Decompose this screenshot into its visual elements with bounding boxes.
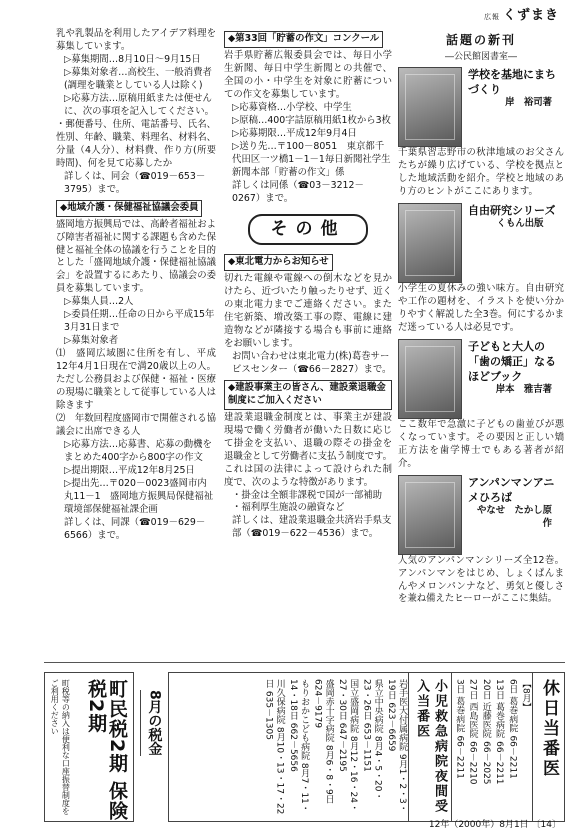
new-books-title: 話題の新刊: [445, 33, 516, 47]
duty-entry: 6日 葛巻病院 66－2211: [507, 679, 518, 779]
col2-line: ・掛金は全額非課税で国が一部補助: [232, 489, 383, 501]
logo-small: 広報: [483, 13, 500, 21]
col1-line: ▷委員任期…任命の日から平成15年3月31日まで: [64, 309, 215, 334]
book-item: [398, 203, 564, 283]
tax-box: [44, 672, 134, 822]
book-desc: 小学生の夏休みの強い味方。自由研究や工作の題材を、イラストを使い分かりやすく解説した全3巻。何にするかまだ迷っている人は必見です。: [398, 282, 564, 333]
col2-line: 詳しくは、建設業退職金共済岩手県支部（☎019－622－4536）まで。: [232, 515, 392, 540]
col1-line: 乳や乳製品を利用したアイデア料理を募集しています。: [56, 28, 216, 52]
col2-line: ▷送り先…〒100－8051 東京都千代田区一ツ橋1－1－1毎日新聞社学生新聞本部「貯蓄の作文」係: [232, 140, 391, 178]
duty-month: 【8月】: [520, 679, 531, 712]
col1-line: 詳しくは、同課（☎019－629－6566）まで。: [64, 516, 206, 541]
book-cover-image: [398, 203, 462, 283]
col1-line: ・郵便番号、住所、電話番号、氏名、性別、年齢、職業、料理名、材料名、分量（4人分）、材料費、作り方(所要時間)、何を見て応募したか: [56, 118, 216, 169]
book-desc: ここ数年で急激に子どもの歯並びが悪くなっています。その要因と正しい矯正方法を歯学博士でもある著者が紹介。: [398, 418, 564, 469]
book-title: 自由研究シリーズ: [468, 203, 556, 217]
col2-line: ▷原稿…400字詰原稿用紙1枚から3枚: [232, 114, 391, 126]
column-3: [398, 28, 564, 606]
duty-entry: 3日 葛巻病院 66－2211: [454, 679, 465, 779]
tax-note: 町税等の納入は便利な口座振替制度をご利用ください: [50, 679, 71, 815]
publication-logo: [484, 7, 559, 25]
col2-heading-2: ◆東北電力からお知らせ: [224, 254, 333, 271]
night-entry: 国立盛岡病院 8月12・16・24・27・30日 647－2195: [336, 679, 359, 812]
duty-title: 休日当番医: [532, 673, 564, 821]
new-books-note: ―公民館図書室―: [444, 51, 517, 62]
col1-line: ▷提出先…〒020－0023盛岡市内丸11－1 盛岡地方振興局保健福祉環境部保健福祉課企画: [64, 477, 214, 515]
col2-line: ・福利厚生施設の融資など: [232, 502, 345, 514]
night-duty-title: 小児救急病院夜間受入当番医: [408, 673, 452, 821]
col1-line: 詳しくは、同会（☎019－653－3795）まで。: [64, 170, 206, 195]
bottom-notices: [44, 672, 565, 830]
book-author: くもん出版: [496, 218, 544, 229]
tax-title: 町民税2期 保険税2期: [85, 679, 128, 821]
logo-name: くずまき: [502, 8, 559, 23]
book-title: 子どもと大人の「歯の矯正」なるほどブック: [468, 339, 556, 384]
book-cover-image: [398, 67, 462, 147]
book-item: [398, 67, 564, 147]
col1-line: ⑵ 年数回程度盛岡市で開催される協議会に出席できる人: [56, 413, 216, 438]
night-entry: 盛岡赤十字病院 8月6・8・9日 624－9179: [312, 679, 334, 804]
book-author: 岸 裕司著: [505, 97, 552, 109]
col2-heading-1: ◆第33回「貯蓄の作文」コンクール: [224, 31, 383, 48]
col2-line: 詳しくは同係（☎03－3212－0267）まで。: [232, 179, 364, 204]
duty-entry: 20日 近藤医院 66－2025: [480, 679, 491, 785]
night-entry: 川久保病院 8月10・13・17・22日 635－1305: [263, 679, 285, 815]
duty-entry: 27日 西島医院 66－2210: [467, 679, 478, 785]
col1-heading: ◆地域介護・保健福祉協議会委員: [56, 200, 202, 217]
col1-line: ⑴ 盛岡広域圏に住所を有し、平成12年4月1日現在で満20歳以上の人。ただし公務員および保健・福祉・医療の現場に職業として従事している人は除きます: [56, 348, 216, 412]
night-entry: 岩手医大付属病院 9月1・2・3・19日 623－6659: [385, 679, 408, 813]
book-cover-image: [398, 339, 462, 419]
tax-month: 8月の税金: [140, 690, 163, 756]
col1-line: ▷募集対象者…高校生、一般消費者(調理を職業としている人は除く): [64, 66, 212, 91]
col1-line: ▷提出期限…平成12年8月25日: [64, 464, 195, 476]
column-1: [56, 28, 216, 543]
book-title: アンパンマンアニメひろば: [468, 475, 555, 504]
page-footer: 12年（2000年）8月1日 〔14〕: [428, 819, 561, 830]
book-desc: 千葉県習志野市の秋津地域のお父さんたちが繰り広げている、学校を拠点とした地域活動を紹介。学校と地域のあり方のヒントがここにあります。: [398, 146, 564, 197]
book-item: [398, 339, 564, 419]
book-cover-image: [398, 475, 462, 555]
col2-line: ▷応募期限…平成12年9月4日: [232, 127, 357, 139]
section-title-other: その他: [248, 214, 368, 245]
col1-line: ▷応募方法…応募書、応募の動機をまとめた400字から800字の作文: [64, 439, 212, 463]
book-title: 学校を基地にまちづくり: [468, 67, 556, 97]
duty-entry: 13日 葛巻病院 66－2211: [494, 679, 505, 785]
col2-heading-3: ◆建設事業主の皆さん、建設業退職金制度にご加入ください: [224, 380, 392, 410]
divider: [44, 662, 565, 663]
duty-doctors-box: [168, 672, 565, 822]
col2-line: 岩手県貯蓄広報委員会では、毎日小学生新聞、毎日中学生新聞との共催で、全国の小・中学生を対象に貯蓄についての作文を募集しています。: [224, 49, 392, 100]
book-author: やなせ たかし原作: [476, 504, 552, 529]
night-entry: 県立中央病院 8月4・5・20・23・26日 653－1151: [361, 679, 383, 801]
book-author: 岸本 雅吉著: [495, 384, 552, 396]
col2-line: 建設業退職金制度とは、事業主が建設現場で働く労働者が働いた日数に応じて掛金を支払い、退職の際その掛金を退職金として労働者に支払う制度です。これは国の法律によって設けられた制度で、次のような特徴があります。: [224, 411, 393, 488]
col1-line: 盛岡地方振興局では、高齢者福祉および障害者福祉に関する課題も含めた保健と福祉全体の協議を行うことを目的とした「盛岡地域介護・保健福祉協議会」を設置するにあたり、協議会の委員を募集しています。: [56, 218, 216, 295]
col1-line: ▷応募方法…原稿用紙または便せんに、次の事項を記入してください。: [64, 92, 215, 117]
night-entry: もりおかこども病院 8月7・11・14・18日 662－5656: [287, 679, 310, 813]
book-item: [398, 475, 564, 555]
col1-line: ▷募集対象者: [64, 335, 119, 347]
col2-line: 切れた電線や電線への倒木などを見かけたら、近づいたり触ったりせず、近くの東北電力までご連絡ください。また住宅新築、増改築工事の際、電線に建造物などが隣接する場合も事前に連絡をお願いします。: [224, 273, 393, 349]
col2-line: ▷応募資格…小学校、中学生: [232, 101, 352, 113]
book-desc: 人気のアンパンマンシリーズ全12巻。アンパンマンをはじめ、しょくぱんまんやメロンパンナなど、勇気と優しさを兼ね備えたヒーローがここに集結。: [398, 554, 564, 605]
column-2: [224, 28, 392, 541]
col1-line: ▷募集期間…8月10日～9月15日: [64, 53, 201, 65]
col1-line: ▷募集人員…2人: [64, 296, 134, 308]
col2-line: お問い合わせは東北電力(株)葛巻サービスセンター（☎66－2827）まで。: [232, 350, 392, 375]
